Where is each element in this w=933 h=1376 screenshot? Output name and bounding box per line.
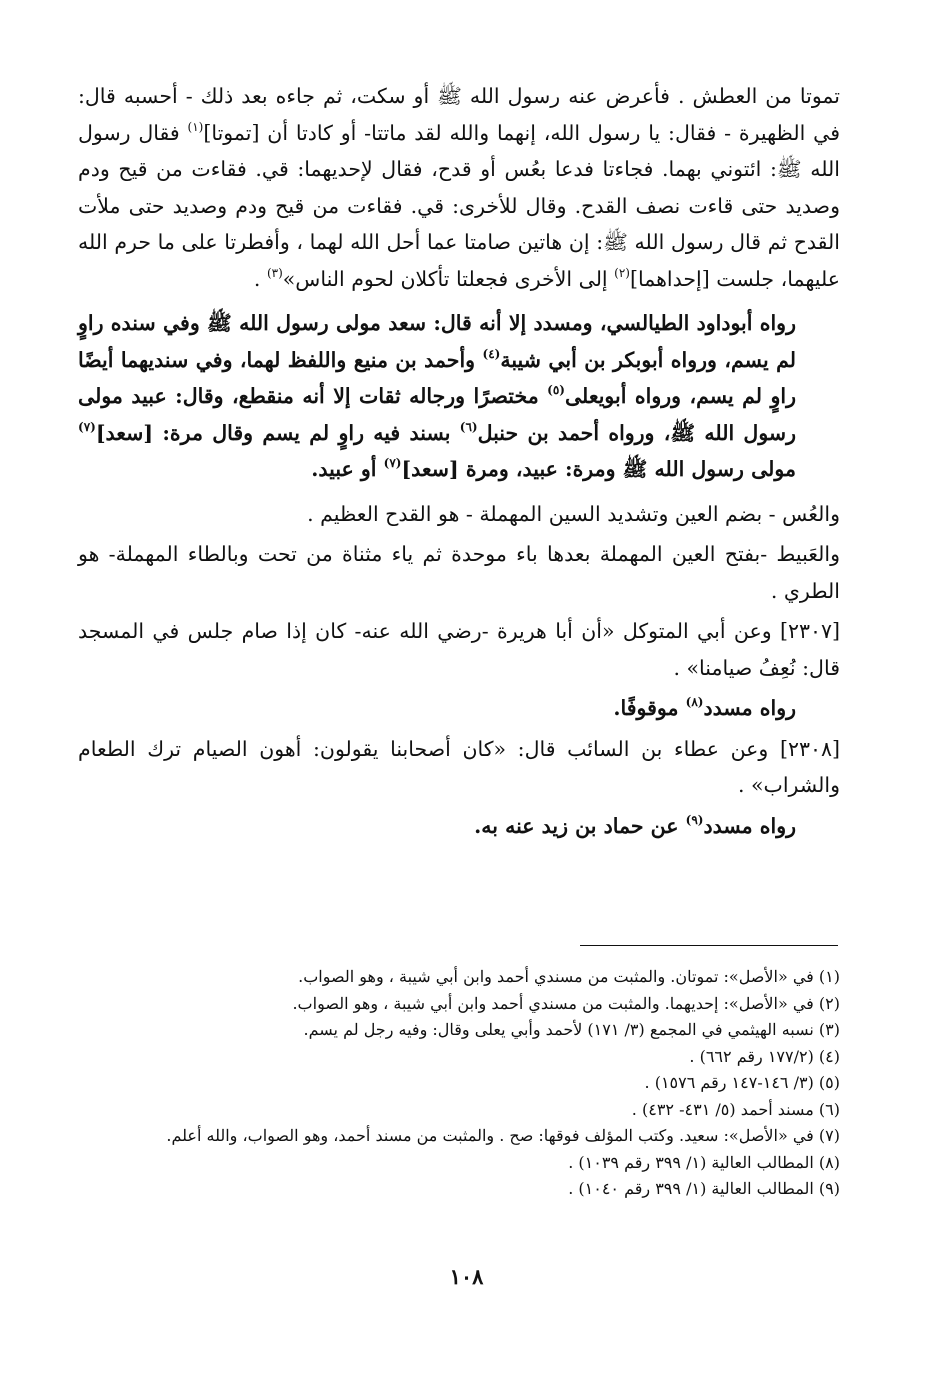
footnote: (٦) مسند أحمد (٥/ ٤٣١- ٤٣٢) . <box>631 1099 840 1119</box>
text-run: فقال رسول الله ﷺ: ائتوني بهما. فجاءتا فدعا بعُس أو قدح، فقال لإحديهما: قي. فقاءت من قيح ودم وصديد حتى قاءت نصف القدح. وقال للأخرى: قي. فقاءت من قيح ودم وصديد حتى ملأت القدح ثم قال رسول الله ﷺ: إن هاتين صامتا عما أحل الله لهما ، وأفطرتا على ما حرم الله عليهما، جلست [إحداهما] <box>78 120 840 291</box>
footnote-ref: (٧) <box>78 419 96 434</box>
definition-paragraph: والعُس - بضم العين وتشديد السين المهملة - هو القدح العظيم . <box>307 501 840 526</box>
text-run: عن حماد بن زيد عنه به. <box>474 813 686 838</box>
footnote: (٣) نسبه الهيثمي في المجمع (٣/ ١٧١) لأحمد وأبي يعلى وقال: وفيه رجل لم يسم. <box>303 1020 840 1039</box>
text-run: تموتا من العطش . فأعرض عنه رسول الله ﷺ أو سكت، ثم جاءه بعد ذلك - أحسبه قال: في الظهيرة - فقال: يا رسول الله، إنهما والله لقد ماتتا- أو كادتا أن [تموتا] <box>78 84 840 145</box>
hadith-paragraph-2308: [٢٣٠٨] وعن عطاء بن السائب قال: «كان أصحابنا يقولون: أهون الصيام ترك الطعام والشراب» . <box>78 736 840 797</box>
text-run: رواه أبوداود الطيالسي، ومسدد إلا أنه قال: سعد مولى رسول الله ﷺ وفي سنده راوٍ لم يسم، ورواه أبوبكر بن أبي شيبة <box>78 311 796 372</box>
text-run: . <box>253 266 267 291</box>
footnote: (٧) في «الأصل»: سعيد. وكتب المؤلف فوقها: صح . والمثبت من مسند أحمد، وهو الصواب، والله أعلم. <box>166 1126 840 1145</box>
footnote-ref: (٥) <box>547 383 565 397</box>
hadith-text-paragraph <box>78 78 840 297</box>
text-run: مختصرًا ورجاله ثقات إلا أنه منقطع، وقال: عبيد مولى رسول الله ﷺ، ورواه أحمد بن حنبل <box>78 384 796 445</box>
footnote-ref: (٩) <box>685 812 704 827</box>
footnote-ref: (٢) <box>614 265 630 280</box>
definition-paragraph: والعَبيط -بفتح العين المهملة بعدها باء موحدة ثم ياء مثناة من تحت وبالطاء المهملة- هو الطري . <box>78 542 840 603</box>
footnote-ref: (٣) <box>266 265 283 280</box>
narration-paragraph <box>78 808 840 845</box>
text-run: بسند فيه راوٍ لم يسم وقال مرة: [سعد] <box>95 420 460 445</box>
text-run: رواه مسدد <box>703 813 796 838</box>
text-run: رواه مسدد <box>703 696 796 720</box>
narration-paragraph <box>78 305 840 488</box>
footnotes <box>78 964 840 1203</box>
text-run: موقوفًا. <box>613 696 686 720</box>
footnote-divider <box>580 945 838 946</box>
page-number: ١٠٨ <box>449 1264 484 1289</box>
text-run: مولى رسول الله ﷺ ومرة: عبيد، ومرة [سعد] <box>401 457 796 481</box>
hadith-paragraph-2307: [٢٣٠٧] وعن أبي المتوكل «أن أبا هريرة -رضي الله عنه- كان إذا صام جلس في المسجد قال: نُعِفُ صيامنا» . <box>78 619 840 680</box>
footnote-ref: (٧) <box>383 456 402 470</box>
main-text <box>78 78 840 852</box>
footnote-ref: (٦) <box>459 419 478 434</box>
footnote-ref: (٨) <box>685 695 704 709</box>
text-run: وأحمد بن منيع واللفظ لهما، وفي سنديهما أيضًا راوٍ لم يسم، ورواه أبويعلى <box>78 347 796 408</box>
footnote-ref: (٤) <box>482 346 501 361</box>
footnote: (١) في «الأصل»: تموتان. والمثبت من مسندي أحمد وابن أبي شيبة ، وهو الصواب. <box>298 967 840 986</box>
text-run: إلى الأخرى فجعلتا تأكلان لحوم الناس» <box>282 266 615 291</box>
footnote: (٨) المطالب العالية (١/ ٣٩٩ رقم ١٠٣٩) . <box>568 1152 840 1172</box>
footnote: (٥) (٣/ ١٤٦-١٤٧ رقم ١٥٧٦) . <box>644 1073 840 1092</box>
text-run: أو عبيد. <box>311 457 384 481</box>
footnote: (٢) في «الأصل»: إحديهما. والمثبت من مسندي أحمد وابن أبي شيبة ، وهو الصواب. <box>292 993 840 1013</box>
footnote-ref: (١) <box>187 119 204 134</box>
footnote: (٤) (١٧٧/٢ رقم ٦٦٢) . <box>689 1046 840 1066</box>
footnote: (٩) المطالب العالية (١/ ٣٩٩ رقم ١٠٤٠) . <box>568 1179 840 1198</box>
narration-paragraph <box>78 690 840 727</box>
